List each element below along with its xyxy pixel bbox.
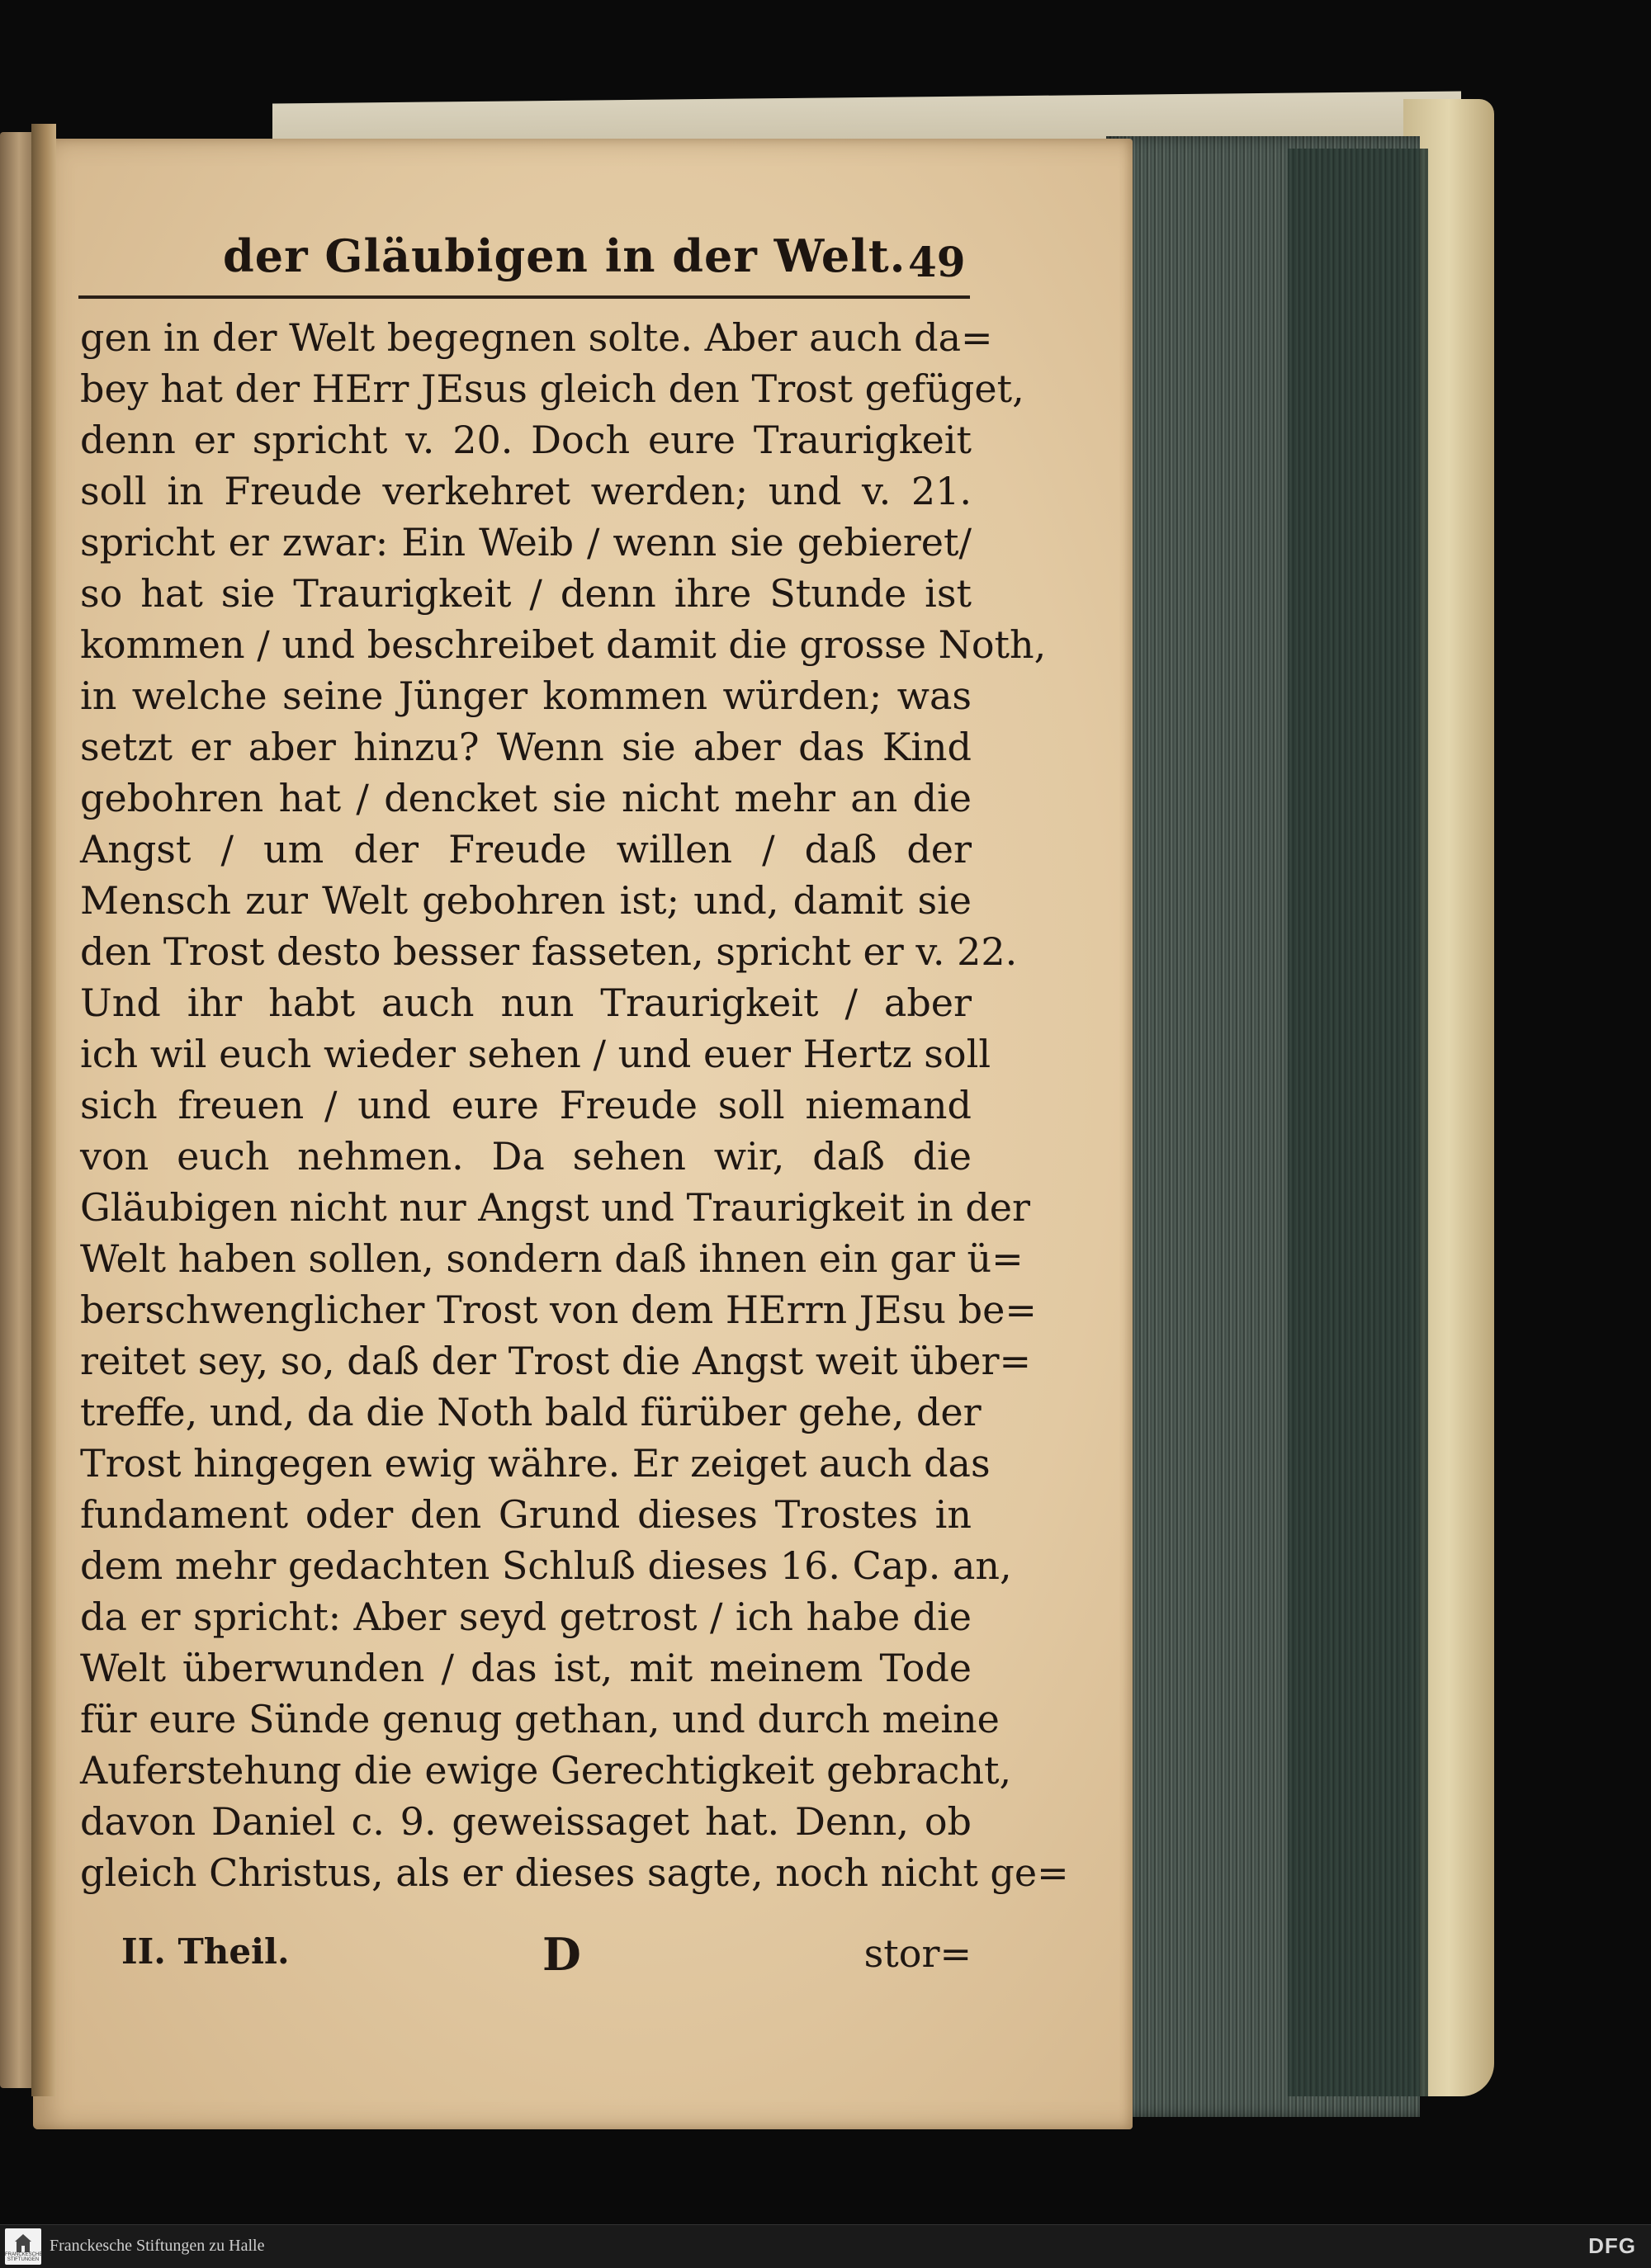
- dfg-logo: DFG: [1588, 2233, 1636, 2258]
- text-line: Gläubigen nicht nur Angst und Traurigkeit in der: [80, 1185, 1031, 1230]
- text-line: da er spricht: Aber seyd getrost / ich habe die: [80, 1595, 972, 1639]
- text-line: Trost hingegen ewig währe. Er zeiget auch das: [80, 1441, 991, 1486]
- text-line: denn er spricht v. 20. Doch eure Traurigkeit: [80, 418, 972, 462]
- text-line: den Trost desto besser fasseten, spricht er v. 22.: [80, 929, 1018, 974]
- previous-page-sliver: [0, 132, 35, 2088]
- text-line: setzt er aber hinzu? Wenn sie aber das Kind: [80, 725, 972, 769]
- text-line: gebohren hat / dencket sie nicht mehr an die: [80, 776, 972, 820]
- text-line: ich wil euch wieder sehen / und euer Hertz soll: [80, 1032, 991, 1076]
- text-line: Welt überwunden / das ist, mit meinem Tode: [80, 1646, 972, 1690]
- page-block-shadow: [1288, 149, 1428, 2096]
- text-line: so hat sie Traurigkeit / denn ihre Stunde ist: [80, 571, 972, 616]
- text-line: von euch nehmen. Da sehen wir, daß die: [80, 1134, 972, 1179]
- credit-bar: [0, 2224, 1651, 2268]
- page-header: [190, 229, 974, 295]
- volume-signature: II. Theil.: [121, 1931, 290, 1972]
- text-line: bey hat der HErr JEsus gleich den Trost gefüget,: [80, 366, 1024, 411]
- text-line: fundament oder den Grund dieses Trostes in: [80, 1492, 972, 1537]
- text-line: soll in Freude verkehret werden; und v. 21.: [80, 469, 972, 513]
- running-head: der Gläubigen in der Welt.: [223, 229, 906, 282]
- gathering-signature: D: [542, 1928, 581, 1981]
- text-line: sich freuen / und eure Freude soll niemand: [80, 1083, 972, 1127]
- header-rule: [78, 295, 970, 299]
- orphanage-building-icon: [14, 2233, 32, 2254]
- page-gutter: [31, 124, 56, 2096]
- text-line: für eure Sünde genug gethan, und durch meine: [80, 1697, 1000, 1741]
- text-line: Auferstehung die ewige Gerechtigkeit gebracht,: [80, 1748, 1012, 1793]
- text-line: spricht er zwar: Ein Weib / wenn sie gebieret/: [80, 520, 972, 565]
- text-line: Und ihr habt auch nun Traurigkeit / aber: [80, 980, 972, 1025]
- text-line: kommen / und beschreibet damit die grosse Noth,: [80, 622, 1047, 667]
- text-line: Angst / um der Freude willen / daß der: [80, 827, 972, 872]
- text-line: in welche seine Jünger kommen würden; was: [80, 673, 972, 718]
- text-line: berschwenglicher Trost von dem HErrn JEsu be=: [80, 1288, 1037, 1332]
- institution-credit: Franckesche Stiftungen zu Halle: [50, 2237, 265, 2255]
- body-text: [80, 312, 1069, 1898]
- text-line: gleich Christus, als er dieses sagte, noch nicht ge=: [80, 1850, 1069, 1895]
- text-line: reitet sey, so, daß der Trost die Angst weit über=: [80, 1339, 1032, 1383]
- page-footer: [80, 1928, 972, 1981]
- text-line: Mensch zur Welt gebohren ist; und, damit sie: [80, 878, 972, 923]
- text-line: Welt haben sollen, sondern daß ihnen ein gar ü=: [80, 1236, 1024, 1281]
- page-number: 49: [908, 238, 966, 286]
- text-line: gen in der Welt begegnen solte. Aber auch da=: [80, 315, 993, 360]
- text-line: davon Daniel c. 9. geweissaget hat. Denn, ob: [80, 1799, 972, 1844]
- catchword: stor=: [863, 1931, 972, 1976]
- text-line: dem mehr gedachten Schluß dieses 16. Cap. an,: [80, 1543, 1012, 1588]
- institution-logo: FRANCKESCHE STIFTUNGEN: [5, 2228, 41, 2265]
- text-line: treffe, und, da die Noth bald fürüber gehe, der: [80, 1390, 982, 1434]
